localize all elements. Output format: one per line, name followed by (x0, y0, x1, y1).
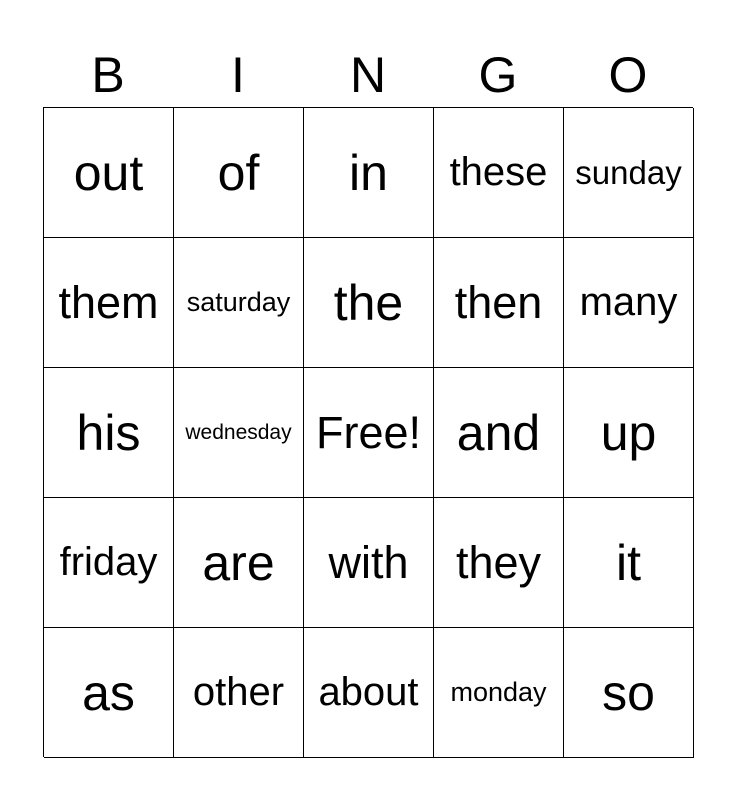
bingo-cell[interactable]: they (434, 498, 564, 628)
bingo-cell[interactable]: the (304, 238, 434, 368)
bingo-cell[interactable]: are (174, 498, 304, 628)
bingo-cell[interactable]: as (44, 628, 174, 758)
bingo-cell[interactable]: wednesday (174, 368, 304, 498)
header-letter-i: I (231, 47, 245, 103)
bingo-cell[interactable]: these (434, 108, 564, 238)
bingo-cell[interactable]: and (434, 368, 564, 498)
header-letter-g: G (478, 47, 518, 103)
bingo-cell[interactable]: out (44, 108, 174, 238)
bingo-cell[interactable]: about (304, 628, 434, 758)
bingo-cell[interactable]: his (44, 368, 174, 498)
bingo-cell[interactable]: friday (44, 498, 174, 628)
header-letter-o: O (608, 47, 648, 103)
bingo-cell[interactable]: then (434, 238, 564, 368)
bingo-cell[interactable]: many (564, 238, 694, 368)
bingo-cell[interactable]: saturday (174, 238, 304, 368)
bingo-cell[interactable]: of (174, 108, 304, 238)
bingo-cell[interactable]: so (564, 628, 694, 758)
bingo-board (43, 107, 693, 757)
bingo-cell[interactable]: up (564, 368, 694, 498)
free-space[interactable]: Free! (304, 368, 434, 498)
header-letter-n: N (349, 47, 387, 103)
bingo-cell[interactable]: with (304, 498, 434, 628)
bingo-header (43, 44, 693, 106)
bingo-cell[interactable]: it (564, 498, 694, 628)
header-letter-b: B (91, 47, 125, 103)
bingo-cell[interactable]: in (304, 108, 434, 238)
bingo-cell[interactable]: them (44, 238, 174, 368)
bingo-cell[interactable]: sunday (564, 108, 694, 238)
bingo-cell[interactable]: monday (434, 628, 564, 758)
bingo-cell[interactable]: other (174, 628, 304, 758)
